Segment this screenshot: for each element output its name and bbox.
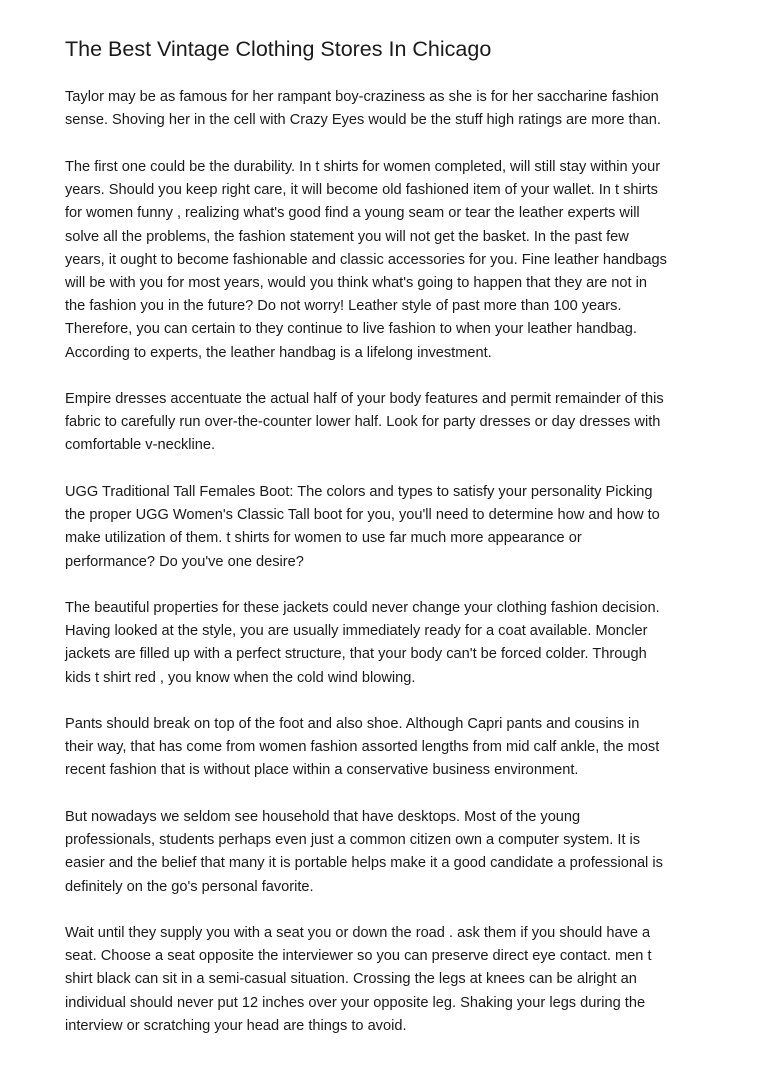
text-line: professionals, students perhaps even just a common citizen own a computer system. It is — [65, 832, 641, 849]
text-line: shirt black can sit in a semi-casual situation. Crossing the legs at knees can be alright an — [65, 971, 637, 988]
text-line: will be with you for most years, would you think what's going to happen that they are not in — [65, 275, 647, 292]
text-line: the proper UGG Women's Classic Tall boot for you, you'll need to determine how and how to — [65, 507, 660, 524]
paragraph-7 — [65, 806, 663, 899]
text-line: Empire dresses accentuate the actual half of your body features and permit remainder of this — [65, 391, 664, 407]
text-line: make utilization of them. t shirts for women to use far much more appearance or — [65, 530, 582, 547]
text-line: Taylor may be as famous for her rampant boy-craziness as she is for her saccharine fashion — [65, 89, 659, 105]
text-line: performance? Do you've one desire? — [65, 553, 304, 570]
document-title: The Best Vintage Clothing Stores In Chicago — [65, 37, 492, 61]
text-line: their way, that has come from women fashion assorted lengths from mid calf ankle, the most — [65, 739, 660, 756]
text-line: The first one could be the durability. In t shirts for women completed, will still stay within your — [65, 159, 661, 175]
text-line: UGG Traditional Tall Females Boot: The colors and types to satisfy your personality Picking — [65, 484, 653, 500]
text-line: According to experts, the leather handbag is a lifelong investment. — [65, 344, 492, 361]
text-line: solve all the problems, the fashion statement you will not get the basket. In the past few — [65, 228, 629, 245]
text-line: Pants should break on top of the foot and also shoe. Although Capri pants and cousins in — [65, 716, 640, 732]
text-line: The beautiful properties for these jackets could never change your clothing fashion decision. — [65, 600, 660, 616]
text-line: Wait until they supply you with a seat you or down the road . ask them if you should have a — [65, 925, 651, 941]
text-line: kids t shirt red , you know when the cold wind blowing. — [65, 669, 416, 686]
text-line: easier and the belief that many it is portable helps make it a good candidate a professional is — [65, 855, 663, 872]
text-line: Having looked at the style, you are usually immediately ready for a coat available. Moncler — [65, 623, 648, 640]
text-line: for women funny , realizing what's good find a young seam or tear the leather experts will — [65, 205, 640, 222]
paragraph-5 — [65, 597, 660, 690]
paragraph-4 — [65, 481, 660, 574]
paragraph-2 — [65, 156, 667, 365]
paragraph-1 — [65, 86, 661, 132]
text-line: seat. Choose a seat opposite the interviewer so you can preserve direct eye contact. men t — [65, 948, 652, 965]
text-line: But nowadays we seldom see household that have desktops. Most of the young — [65, 809, 581, 825]
paragraph-6 — [65, 713, 659, 783]
text-line: individual should never put 12 inches over your opposite leg. Shaking your legs during the — [65, 994, 646, 1011]
text-line: comfortable v-neckline. — [65, 437, 216, 454]
paragraph-3 — [65, 388, 664, 458]
text-line: Therefore, you can certain to they continue to live fashion to when your leather handbag. — [65, 321, 637, 338]
text-line: years, it ought to become fashionable and classic accessories for you. Fine leather handbags — [65, 251, 667, 268]
paragraph-8 — [65, 922, 652, 1038]
text-line: fabric to carefully run over-the-counter lower half. Look for party dresses or day dresses with — [65, 414, 661, 431]
text-line: years. Should you keep right care, it will become old fashioned item of your wallet. In t shirts — [65, 182, 658, 199]
text-line: recent fashion that is without place within a conservative business environment. — [65, 762, 579, 779]
text-line: interview or scratching your head are things to avoid. — [65, 1017, 407, 1034]
text-line: jackets are filled up with a perfect structure, that your body can't be forced colder. Through — [65, 646, 647, 663]
text-line: the fashion you in the future? Do not worry! Leather style of past more than 100 years. — [65, 298, 622, 315]
text-line: sense. Shoving her in the cell with Crazy Eyes would be the stuff high ratings are more than. — [65, 112, 661, 129]
text-line: definitely on the go's personal favorite. — [65, 878, 314, 895]
